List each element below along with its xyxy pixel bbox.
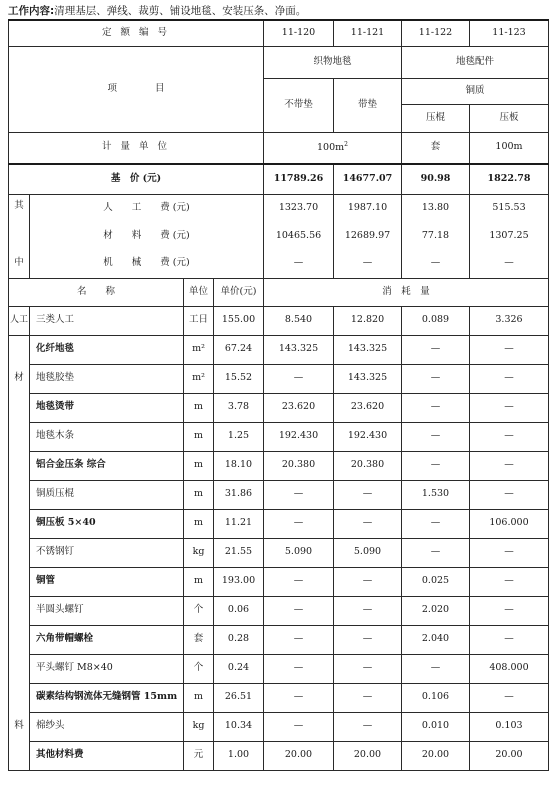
- material-unit: 元: [184, 741, 214, 770]
- material-price: 1.25: [214, 422, 264, 451]
- material-name: 地毯烫带: [30, 393, 184, 422]
- labor-side: 人工: [9, 306, 30, 335]
- material-name: 其他材料费: [30, 741, 184, 770]
- material-side-cell: [9, 625, 30, 654]
- material-name: 不锈钢钉: [30, 538, 184, 567]
- code-3: 11-122: [402, 20, 470, 46]
- material-name: 平头螺钉 M8×40: [30, 654, 184, 683]
- material-cost-3: 77.18: [402, 222, 470, 250]
- material-row: [9, 480, 549, 509]
- labor-row: [9, 306, 549, 335]
- material-side-cell: [9, 538, 30, 567]
- base-price-2: 14677.07: [334, 164, 402, 194]
- material-qty-3: —: [402, 451, 470, 480]
- sub-roller: 压棍: [402, 104, 470, 132]
- material-row: [9, 422, 549, 451]
- labor-qty-2: 12.820: [334, 306, 402, 335]
- material-qty-1: —: [264, 625, 334, 654]
- material-unit: m: [184, 567, 214, 596]
- material-side-top: 材: [9, 364, 30, 393]
- material-qty-2: 143.325: [334, 364, 402, 393]
- material-name: 碳素结构钢流体无缝钢管 15mm: [30, 683, 184, 712]
- material-row: [9, 654, 549, 683]
- material-qty-3: 0.106: [402, 683, 470, 712]
- material-qty-2: —: [334, 480, 402, 509]
- col-qty-header: 消 耗 量: [264, 278, 549, 306]
- col-unit-header: 单位: [184, 278, 214, 306]
- material-unit: m: [184, 480, 214, 509]
- material-unit: m: [184, 422, 214, 451]
- material-side-cell: [9, 509, 30, 538]
- unit-row: [9, 132, 549, 164]
- material-qty-1: —: [264, 480, 334, 509]
- material-qty-1: —: [264, 654, 334, 683]
- base-price-4: 1822.78: [470, 164, 549, 194]
- sub-no-pad: 不带垫: [264, 78, 334, 132]
- item-row-1: [9, 46, 549, 78]
- material-price: 0.28: [214, 625, 264, 654]
- consumption-header-row: [9, 278, 549, 306]
- material-qty-2: —: [334, 596, 402, 625]
- labor-unit: 工日: [184, 306, 214, 335]
- material-name: 铜质压棍: [30, 480, 184, 509]
- code-2: 11-121: [334, 20, 402, 46]
- material-name: 半圆头螺钉: [30, 596, 184, 625]
- unit-ab: $100m^2$: [264, 132, 402, 164]
- material-unit: m²: [184, 364, 214, 393]
- material-side-cell: [9, 596, 30, 625]
- material-side-cell: [9, 451, 30, 480]
- material-qty-1: —: [264, 567, 334, 596]
- labor-cost-4: 515.53: [470, 194, 549, 222]
- material-qty-4: —: [470, 538, 549, 567]
- base-price-row: [9, 164, 549, 194]
- machine-cost-label: 机 械 费 (元): [30, 250, 264, 278]
- labor-cost-label: 人 工 费 (元): [30, 194, 264, 222]
- material-cost-label: 材 料 费 (元): [30, 222, 264, 250]
- material-qty-2: 20.380: [334, 451, 402, 480]
- material-qty-4: —: [470, 480, 549, 509]
- material-rows: [9, 335, 549, 770]
- material-qty-3: —: [402, 538, 470, 567]
- material-side-cell: [9, 393, 30, 422]
- material-name: 地毯木条: [30, 422, 184, 451]
- sub-copper: 铜质: [402, 78, 549, 104]
- labor-qty-4: 3.326: [470, 306, 549, 335]
- material-name: 六角带帽螺栓: [30, 625, 184, 654]
- material-qty-2: 23.620: [334, 393, 402, 422]
- labor-name: 三类人工: [30, 306, 184, 335]
- material-unit: 套: [184, 625, 214, 654]
- material-side-cell: [9, 654, 30, 683]
- quota-table: [8, 19, 549, 771]
- material-name: 铜管: [30, 567, 184, 596]
- base-price-label: 基 价 (元): [9, 164, 264, 194]
- material-name: 棉纱头: [30, 712, 184, 741]
- breakdown-row-material: [9, 222, 549, 250]
- material-qty-2: —: [334, 625, 402, 654]
- work-content-text: 清理基层、弹线、裁剪、铺设地毯、安装压条、净面。: [54, 5, 307, 17]
- material-qty-1: 20.00: [264, 741, 334, 770]
- material-price: 21.55: [214, 538, 264, 567]
- material-row: [9, 625, 549, 654]
- material-qty-4: —: [470, 364, 549, 393]
- machine-cost-1: —: [264, 250, 334, 278]
- material-row: [9, 364, 549, 393]
- material-unit: 个: [184, 654, 214, 683]
- material-price: 193.00: [214, 567, 264, 596]
- unit-d: 100m: [470, 132, 549, 164]
- material-qty-3: —: [402, 654, 470, 683]
- labor-qty-3: 0.089: [402, 306, 470, 335]
- material-qty-4: —: [470, 422, 549, 451]
- material-side-cell: [9, 683, 30, 712]
- material-qty-2: —: [334, 509, 402, 538]
- material-qty-4: —: [470, 683, 549, 712]
- material-row: [9, 683, 549, 712]
- material-qty-2: —: [334, 654, 402, 683]
- material-side-bottom: 料: [9, 712, 30, 741]
- labor-qty-1: 8.540: [264, 306, 334, 335]
- item-label: 项 目: [9, 46, 264, 132]
- material-qty-3: —: [402, 335, 470, 364]
- machine-cost-2: —: [334, 250, 402, 278]
- group-carpet: 织物地毯: [264, 46, 402, 78]
- material-qty-4: —: [470, 393, 549, 422]
- material-qty-3: 1.530: [402, 480, 470, 509]
- material-qty-2: 143.325: [334, 335, 402, 364]
- material-qty-4: 0.103: [470, 712, 549, 741]
- material-qty-1: —: [264, 596, 334, 625]
- material-qty-4: 20.00: [470, 741, 549, 770]
- material-row: [9, 567, 549, 596]
- material-price: 67.24: [214, 335, 264, 364]
- material-price: 1.00: [214, 741, 264, 770]
- material-qty-1: 192.430: [264, 422, 334, 451]
- material-qty-2: —: [334, 712, 402, 741]
- col-price-header: 单价(元): [214, 278, 264, 306]
- material-side-cell: [9, 567, 30, 596]
- material-row: [9, 393, 549, 422]
- material-price: 11.21: [214, 509, 264, 538]
- material-name: 化纤地毯: [30, 335, 184, 364]
- material-qty-1: —: [264, 683, 334, 712]
- material-side-cell: [9, 335, 30, 364]
- material-qty-2: 20.00: [334, 741, 402, 770]
- material-qty-2: 192.430: [334, 422, 402, 451]
- code-1: 11-120: [264, 20, 334, 46]
- labor-price: 155.00: [214, 306, 264, 335]
- base-price-1: 11789.26: [264, 164, 334, 194]
- material-price: 0.24: [214, 654, 264, 683]
- material-cost-1: 10465.56: [264, 222, 334, 250]
- material-name: 铜压板 5×40: [30, 509, 184, 538]
- material-qty-3: 2.020: [402, 596, 470, 625]
- material-price: 10.34: [214, 712, 264, 741]
- material-cost-2: 12689.97: [334, 222, 402, 250]
- material-qty-3: 0.010: [402, 712, 470, 741]
- material-qty-3: 2.040: [402, 625, 470, 654]
- material-qty-1: —: [264, 509, 334, 538]
- material-qty-4: —: [470, 567, 549, 596]
- material-unit: 个: [184, 596, 214, 625]
- labor-cost-1: 1323.70: [264, 194, 334, 222]
- unit-c: 套: [402, 132, 470, 164]
- material-qty-2: —: [334, 567, 402, 596]
- material-qty-3: 0.025: [402, 567, 470, 596]
- material-side-cell: [9, 422, 30, 451]
- material-price: 18.10: [214, 451, 264, 480]
- labor-cost-3: 13.80: [402, 194, 470, 222]
- material-unit: m²: [184, 335, 214, 364]
- material-side-cell: [9, 480, 30, 509]
- material-qty-3: —: [402, 422, 470, 451]
- breakdown-row-machine: [9, 250, 549, 278]
- sub-plate: 压板: [470, 104, 549, 132]
- material-qty-1: —: [264, 712, 334, 741]
- material-row: [9, 509, 549, 538]
- material-unit: kg: [184, 538, 214, 567]
- work-content: [8, 3, 306, 18]
- material-qty-3: —: [402, 364, 470, 393]
- material-price: 0.06: [214, 596, 264, 625]
- material-price: 26.51: [214, 683, 264, 712]
- material-qty-4: 408.000: [470, 654, 549, 683]
- material-row: [9, 451, 549, 480]
- material-name: 铝合金压条 综合: [30, 451, 184, 480]
- material-qty-3: —: [402, 393, 470, 422]
- material-qty-4: —: [470, 451, 549, 480]
- material-row: [9, 741, 549, 770]
- sub-with-pad: 带垫: [334, 78, 402, 132]
- material-row: [9, 712, 549, 741]
- material-qty-4: —: [470, 625, 549, 654]
- breakdown-row-labor: [9, 194, 549, 222]
- code-4: 11-123: [470, 20, 549, 46]
- material-unit: kg: [184, 712, 214, 741]
- material-qty-1: 23.620: [264, 393, 334, 422]
- labor-cost-2: 1987.10: [334, 194, 402, 222]
- base-price-3: 90.98: [402, 164, 470, 194]
- breakdown-side-bottom: 中: [9, 250, 30, 278]
- machine-cost-3: —: [402, 250, 470, 278]
- material-qty-1: 20.380: [264, 451, 334, 480]
- material-side-cell: [9, 741, 30, 770]
- material-qty-1: 143.325: [264, 335, 334, 364]
- material-row: [9, 538, 549, 567]
- quota-code-row: [9, 20, 549, 46]
- material-qty-4: 106.000: [470, 509, 549, 538]
- material-unit: m: [184, 393, 214, 422]
- breakdown-side-top: 其: [9, 194, 30, 222]
- material-unit: m: [184, 509, 214, 538]
- material-qty-2: 5.090: [334, 538, 402, 567]
- material-qty-3: —: [402, 509, 470, 538]
- material-qty-4: —: [470, 596, 549, 625]
- material-qty-3: 20.00: [402, 741, 470, 770]
- material-qty-1: 5.090: [264, 538, 334, 567]
- material-cost-4: 1307.25: [470, 222, 549, 250]
- work-content-label: 工作内容:: [8, 5, 55, 17]
- material-qty-1: —: [264, 364, 334, 393]
- material-price: 3.78: [214, 393, 264, 422]
- quota-code-label: 定 额 编 号: [9, 20, 264, 46]
- unit-label: 计 量 单 位: [9, 132, 264, 164]
- material-row: [9, 335, 549, 364]
- material-row: [9, 596, 549, 625]
- group-accessory: 地毯配件: [402, 46, 549, 78]
- material-qty-4: —: [470, 335, 549, 364]
- col-name-header: 名 称: [9, 278, 184, 306]
- material-price: 31.86: [214, 480, 264, 509]
- material-unit: m: [184, 683, 214, 712]
- material-unit: m: [184, 451, 214, 480]
- material-price: 15.52: [214, 364, 264, 393]
- material-name: 地毯胶垫: [30, 364, 184, 393]
- material-qty-2: —: [334, 683, 402, 712]
- machine-cost-4: —: [470, 250, 549, 278]
